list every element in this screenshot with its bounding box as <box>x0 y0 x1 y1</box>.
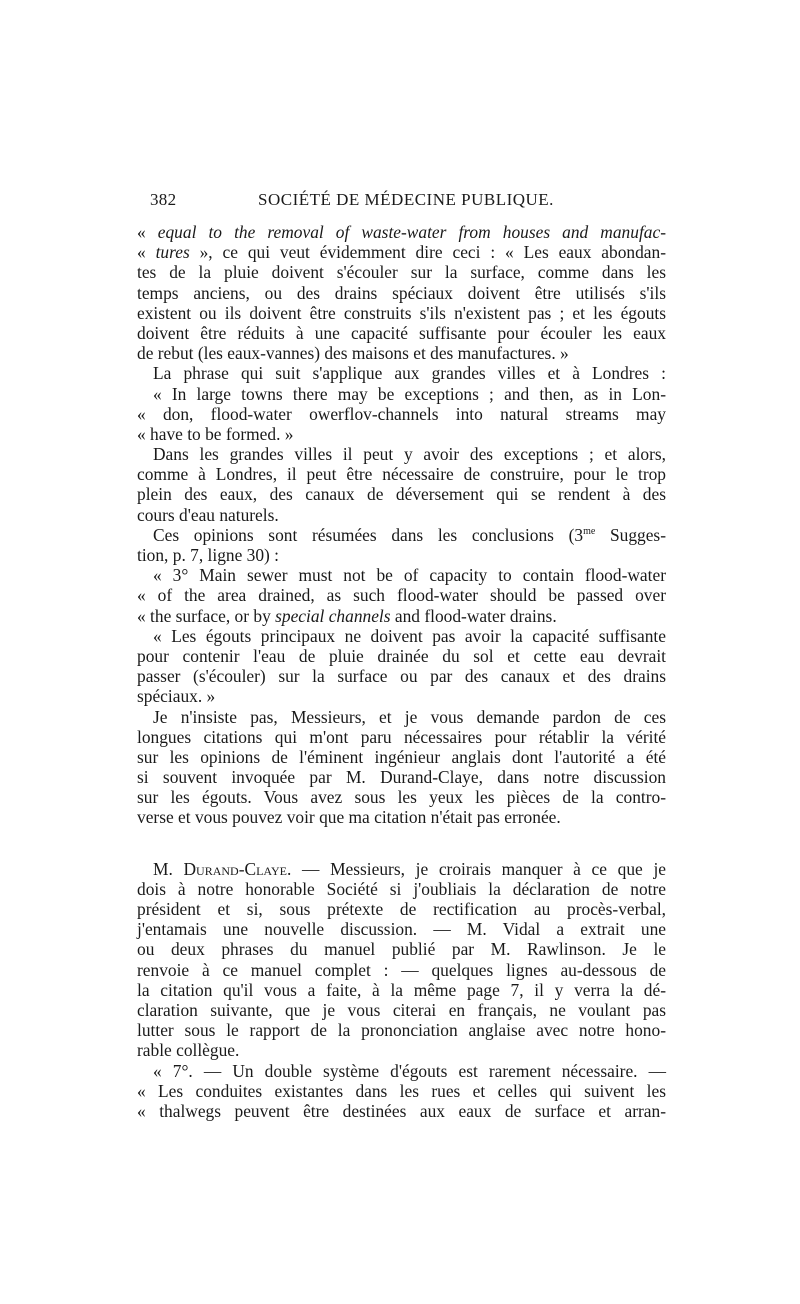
page-body <box>137 222 666 1121</box>
text-span: . — Messieurs, je croirais manquer à ce que je <box>287 858 666 879</box>
text-line: La phrase qui suit s'applique aux grandes villes et à Londres : <box>153 363 666 384</box>
text-line: tion, p. 7, ligne 30) : <box>137 545 280 565</box>
text-line: la citation qu'il vous a faite, à la même page 7, il y verra la dé- <box>137 979 666 1000</box>
text-span: Sugges- <box>595 524 666 545</box>
speaker-name: Durand-Claye <box>183 858 287 879</box>
text-line <box>137 606 666 626</box>
text-line: « have to be formed. » <box>137 423 294 444</box>
text-line: dois à notre honorable Société si j'oubliais la déclaration de notre <box>137 878 666 899</box>
running-head: SOCIÉTÉ DE MÉDECINE PUBLIQUE. <box>258 190 554 209</box>
text-line: j'entamais une nouvelle discussion. — M. Vidal a extrait une <box>137 919 666 940</box>
text-line: « Les égouts principaux ne doivent pas avoir la capacité suffisante <box>153 625 666 646</box>
text-line: cours d'eau naturels. <box>137 504 279 525</box>
text-line: verse et vous pouvez voir que ma citation n'était pas erronée. <box>137 807 561 828</box>
text-line: claration suivante, que je vous citerai en français, ne voulant pas <box>137 999 666 1020</box>
text-line: pour contenir l'eau de pluie drainée du sol et cette eau devrait <box>137 645 666 666</box>
page-header <box>150 190 666 214</box>
superscript: me <box>583 525 596 537</box>
section-gap <box>137 828 666 859</box>
text-line: « In large towns there may be exceptions ; and then, as in Lon- <box>153 383 666 404</box>
text-line: renvoie à ce manuel complet : — quelques lignes au-dessous de <box>137 959 666 980</box>
text-line: « 7°. — Un double système d'égouts est rarement nécessaire. — <box>153 1060 666 1081</box>
text-span: tures <box>155 242 190 263</box>
text-span: Ces opinions sont résumées dans les conclusions (3 <box>153 524 584 545</box>
text-line: temps anciens, ou des drains spéciaux doivent être utilisés s'ils <box>137 282 666 303</box>
text-span: « <box>137 242 156 263</box>
text-span: equal to the removal of waste-water from houses and manufac- <box>157 222 666 242</box>
text-span: « <box>137 222 158 242</box>
text-line: « 3° Main sewer must not be of capacity to contain flood-water <box>153 565 666 586</box>
text-line <box>137 222 666 242</box>
text-line: sur les opinions de l'éminent ingénieur anglais dont l'autorité a été <box>137 746 666 767</box>
text-line: président et si, sous prétexte de rectification au procès-verbal, <box>137 899 666 919</box>
text-line: tes de la pluie doivent s'écouler sur la surface, comme dans les <box>137 262 666 283</box>
text-line: Dans les grandes villes il peut y avoir des exceptions ; et alors, <box>153 444 666 465</box>
text-line: existent ou ils doivent être construits s'ils n'existent pas ; et les égouts <box>137 302 666 323</box>
text-span: and flood-water drains. <box>390 605 557 626</box>
text-line: « of the area drained, as such flood-water should be passed over <box>137 585 666 606</box>
text-line: passer (s'écouler) sur la surface ou par des canaux et des drains <box>137 666 666 687</box>
text-line: spéciaux. » <box>137 686 216 707</box>
text-line: rable collègue. <box>137 1040 240 1061</box>
text-line: plein des eaux, des canaux de déversement qui se rendent à des <box>137 484 666 505</box>
text-line: longues citations qui m'ont paru nécessaires pour rétablir la vérité <box>137 726 666 747</box>
text-line: sur les égouts. Vous avez sous les yeux les pièces de la contro- <box>137 787 666 808</box>
text-span: », ce qui veut évidemment dire ceci : « Les eaux abondan- <box>189 242 666 263</box>
text-line <box>137 242 666 262</box>
text-span: M. <box>153 858 184 879</box>
text-line: Je n'insiste pas, Messieurs, et je vous demande pardon de ces <box>153 706 666 727</box>
text-span: special channels <box>275 605 391 626</box>
text-line: lutter sous le rapport de la prononciation anglaise avec notre hono- <box>137 1020 666 1041</box>
text-line: « Les conduites existantes dans les rues et celles qui suivent les <box>137 1080 666 1101</box>
text-line <box>137 859 666 879</box>
text-line: « thalwegs peuvent être destinées aux eaux de surface et arran- <box>137 1100 666 1121</box>
text-line: ou deux phrases du manuel publié par M. Rawlinson. Je le <box>137 939 666 960</box>
text-line: doivent être réduits à une capacité suffisante pour écouler les eaux <box>137 322 666 343</box>
text-line <box>137 525 666 545</box>
text-line: si souvent invoquée par M. Durand-Claye, dans notre discussion <box>137 767 666 788</box>
text-span: « the surface, or by <box>137 605 276 626</box>
text-line: de rebut (les eaux-vannes) des maisons et des manufactures. » <box>137 343 569 364</box>
text-line: « don, flood-water owerflov-channels into natural streams may <box>137 403 666 424</box>
page-number: 382 <box>150 190 177 209</box>
text-line: comme à Londres, il peut être nécessaire de construire, pour le trop <box>137 464 666 485</box>
